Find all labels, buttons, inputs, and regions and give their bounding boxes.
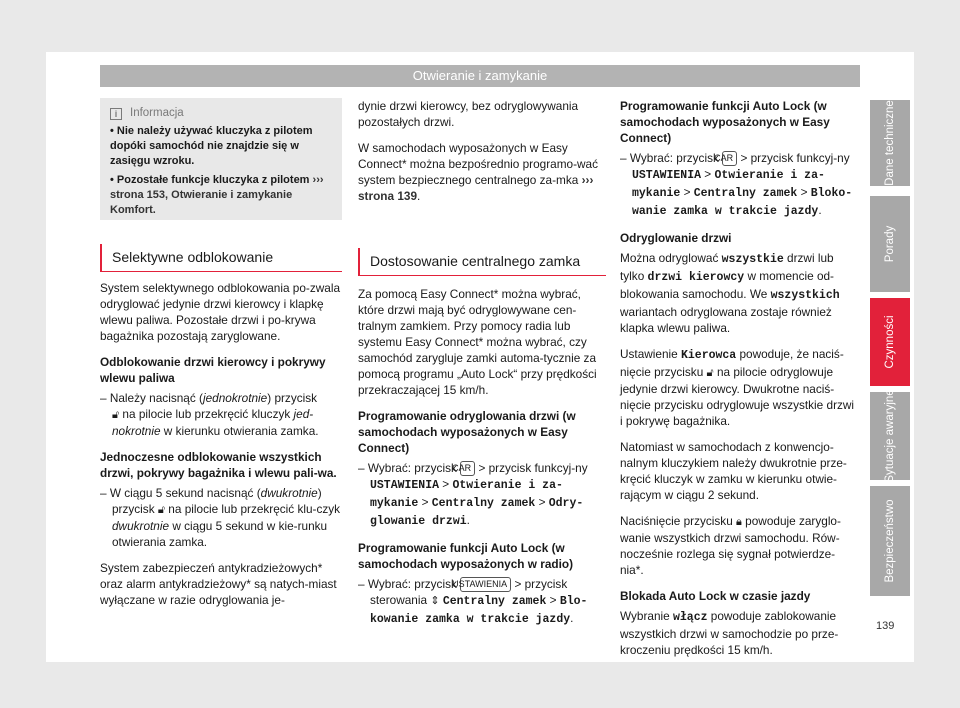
paragraph [620, 513, 858, 578]
tab-label: Sytuacje awaryjne [884, 389, 896, 483]
paragraph-text: powoduje, że naciś-nięcie przycisku [620, 347, 844, 379]
tab-label: Porady [884, 225, 896, 263]
info-heading-text: Informacja [130, 107, 184, 119]
paragraph-text: Wybranie [620, 609, 673, 623]
paragraph: System selektywnego odblokowania po-zwala odryglować jedynie drzwi kierowcy i klapkę wlewu paliwa. Pozostałe drzwi i po-krywa bagażnika pozostają zaryglowane. [100, 281, 340, 343]
info-heading [110, 106, 184, 121]
info-body [110, 124, 334, 222]
section-accent-bar [358, 248, 360, 276]
subheading: Programowanie funkcji Auto Lock (w samochodach wyposażonych w Easy Connect) [620, 99, 830, 145]
page-number: 139 [876, 620, 895, 632]
step-item: – Wybrać: przycisk USTAWIENIA > przycisk sterowania ⇕ Centralny zamek > Blo-kowanie zamka w trakcie jazdy. [358, 577, 588, 626]
info-bullet-2-link[interactable]: ››› strona 153, Otwieranie i zamykanie Komfort. [110, 174, 324, 216]
paragraph-text: W samochodach wyposażonych w Easy Connect* można bezpośrednio programo-wać system bezpiecznego centralnego za-mka [358, 141, 598, 187]
step-text: > przycisk funkcyj-ny [478, 461, 588, 475]
step-emph: dwukrotnie [112, 519, 170, 533]
section-title: Selektywne odblokowanie [112, 249, 274, 265]
menu-path: USTAWIENIA [370, 479, 440, 492]
info-icon: i [110, 108, 122, 120]
separator: > [800, 185, 808, 199]
car-button-icon: CAR [460, 461, 475, 476]
unlock-icon: 🔓︎ [112, 409, 120, 421]
page-link[interactable]: ››› strona 139 [358, 173, 594, 203]
paragraph [620, 250, 858, 336]
subheading: Odryglowanie drzwi [620, 231, 732, 245]
paragraph [620, 346, 858, 429]
step-text: – Należy nacisnąć ( [100, 391, 203, 405]
separator: > [442, 477, 450, 491]
column-2 [358, 98, 606, 214]
column-1 [100, 280, 344, 618]
paragraph-text: powoduje zaryglo-wanie wszystkich drzwi samochodu. Rów-nocześnie rozlega się sygnał potwierdze-nia*. [620, 514, 841, 577]
paragraph-text: w momencie od-blokowania samochodu. We [620, 269, 834, 301]
tab-bezpieczenstwo[interactable] [870, 486, 910, 596]
separator: > [421, 495, 429, 509]
step-item [100, 390, 344, 439]
menu-path: Odry-glowanie drzwi [370, 497, 584, 528]
tab-dane-techniczne[interactable] [870, 100, 910, 186]
lock-icon: 🔒︎ [736, 516, 742, 528]
info-bullet-2 [110, 173, 334, 218]
separator: > [704, 167, 712, 181]
subheading: Programowanie funkcji Auto Lock (w samochodach wyposażonych w radio) [358, 541, 574, 571]
paragraph [620, 608, 858, 658]
unlock-icon: 🔓︎ [706, 367, 714, 379]
subheading: Programowanie odryglowania drzwi (w samochodach wyposażonych w Easy Connect) [358, 409, 576, 455]
column-3 [620, 98, 858, 668]
step-text: – Wybrać: przycisk [358, 461, 457, 475]
up-down-arrows-icon: ⇕ [430, 595, 440, 607]
menu-path: Centralny zamek [431, 497, 536, 510]
setting-value: wszystkie [721, 253, 784, 266]
paragraph: System zabezpieczeń antykradzieżowych* oraz alarm antykradzieżowy* są natych-miast wyłączane w razie odryglowania je- [100, 561, 337, 607]
step-text: na pilocie lub przekręcić klu-czyk [165, 502, 341, 516]
setting-value: wszystkich [770, 289, 840, 302]
step-emph: jednokrotnie [202, 391, 268, 405]
paragraph-text: . [417, 189, 421, 203]
step-emph: jed-nokrotnie [112, 407, 314, 438]
section-title: Dostosowanie centralnego zamka [370, 253, 581, 269]
info-bullet-2-text: • Pozostałe funkcje kluczyka z pilotem [110, 174, 310, 186]
paragraph-text: drzwi lub tylko [620, 251, 834, 283]
paragraph: dynie drzwi kierowcy, bez odryglowywania pozostałych drzwi. [358, 99, 579, 129]
step-text: – W ciągu 5 sekund nacisnąć ( [100, 486, 261, 500]
step-text: – Wybrać: przycisk [358, 577, 457, 591]
paragraph: Za pomocą Easy Connect* można wybrać, które drzwi mają być odryglowywane cen-tralnym zamkiem. Przy pomocy radia lub systemu Easy Connect* można wybrać, czy samochód zarygluje zamki automa-tycznie za pomocą programu „Auto Lock“ przy prędkości przekraczającej 15 km/h. [358, 287, 597, 397]
tab-sytuacje-awaryjne[interactable] [870, 389, 910, 483]
menu-path: Otwieranie i za-mykanie [632, 169, 825, 200]
separator: > [538, 495, 546, 509]
step-item [100, 485, 344, 550]
step-text: > przycisk sterowania [370, 577, 568, 607]
menu-path: Blo-kowanie zamka w trakcie jazdy [370, 595, 588, 626]
section-heading-selective [100, 248, 342, 272]
step-item: – Wybrać: przycisk CAR > przycisk funkcyj-ny USTAWIENIA > Otwieranie i za-mykanie > Centralny zamek > Odry-glowanie drzwi. [358, 461, 588, 528]
tab-label: Czynności [884, 315, 896, 369]
subheading: Jednoczesne odblokowanie wszystkich drzwi, pokrywy bagażnika i wlewu pali-wa. [100, 450, 337, 480]
step-text: – Wybrać: przycisk [620, 151, 719, 165]
paragraph-text: Można odryglować [620, 251, 722, 265]
step-text: w ciągu 5 sekund w kie-runku otwierania zamka. [112, 519, 328, 549]
setting-value: drzwi kierowcy [647, 271, 745, 284]
paragraph-text: na pilocie odryglowuje jedynie drzwi kierowcy. Dwukrotne naciś-nięcie przycisku odryglowuje wszystkie drzwi i pokrywę bagażnika. [620, 365, 855, 428]
menu-path: Otwieranie i za-mykanie [370, 479, 563, 510]
paragraph [358, 140, 606, 204]
menu-path: Centralny zamek [442, 595, 547, 608]
tab-label: Dane techniczne [884, 100, 896, 186]
separator: > [549, 593, 557, 607]
info-bullet-1: • Nie należy używać kluczyka z pilotem dopóki samochód nie znajdzie się w zasięgu wzroku. [110, 125, 313, 167]
page-header: Otwieranie i zamykanie [100, 65, 860, 87]
step-text: > przycisk funkcyj-ny [740, 151, 850, 165]
paragraph-text: Ustawienie [620, 347, 681, 361]
setting-value: włącz [673, 611, 708, 624]
menu-path: Centralny zamek [693, 187, 798, 200]
paragraph-text: wariantach odryglowana zostaje również klapka wlewu paliwa. [620, 305, 832, 335]
subheading: Blokada Auto Lock w czasie jazdy [620, 589, 811, 603]
tab-porady[interactable] [870, 196, 910, 292]
unlock-icon: 🔓︎ [157, 504, 166, 516]
column-2-lower [358, 286, 606, 638]
paragraph-text: powoduje zablokowanie wszystkich drzwi w samochodzie po prze-kroczeniu prędkości 15 km/h. [620, 609, 839, 657]
step-emph: dwukrotnie [260, 486, 318, 500]
menu-path: USTAWIENIA [632, 169, 702, 182]
tab-czynnosci[interactable] [870, 298, 910, 386]
info-box [100, 98, 342, 220]
separator: > [683, 185, 691, 199]
step-text: na pilocie lub przekręcić kluczyk [119, 407, 294, 421]
menu-path: Bloko-wanie zamka w trakcie jazdy [632, 187, 853, 218]
step-text: w kierunku otwierania zamka. [160, 424, 319, 438]
setting-value: Kierowca [680, 349, 737, 362]
paragraph-text: Naciśnięcie przycisku [620, 514, 733, 528]
settings-button-icon: USTAWIENIA [460, 577, 511, 592]
car-button-icon: CAR [722, 151, 737, 166]
section-heading-central-lock [358, 252, 606, 276]
subheading: Odblokowanie drzwi kierowcy i pokrywy wlewu paliwa [100, 355, 326, 385]
step-item: – Wybrać: przycisk CAR > przycisk funkcyj-ny USTAWIENIA > Otwieranie i za-mykanie > Centralny zamek > Bloko-wanie zamka w trakcie jazdy. [620, 151, 853, 218]
paragraph: Natomiast w samochodach z konwencjo-nalnym kluczykiem należy dwukrotnie prze-kręcić kluczyk w zamku w kierunku otwie-rającym w ciągu 2 sekund. [620, 440, 847, 502]
section-accent-bar [100, 244, 102, 272]
step-text: ) przycisk [112, 486, 322, 516]
step-text: ) przycisk [267, 391, 318, 405]
tab-label: Bezpieczeństwo [884, 499, 896, 583]
